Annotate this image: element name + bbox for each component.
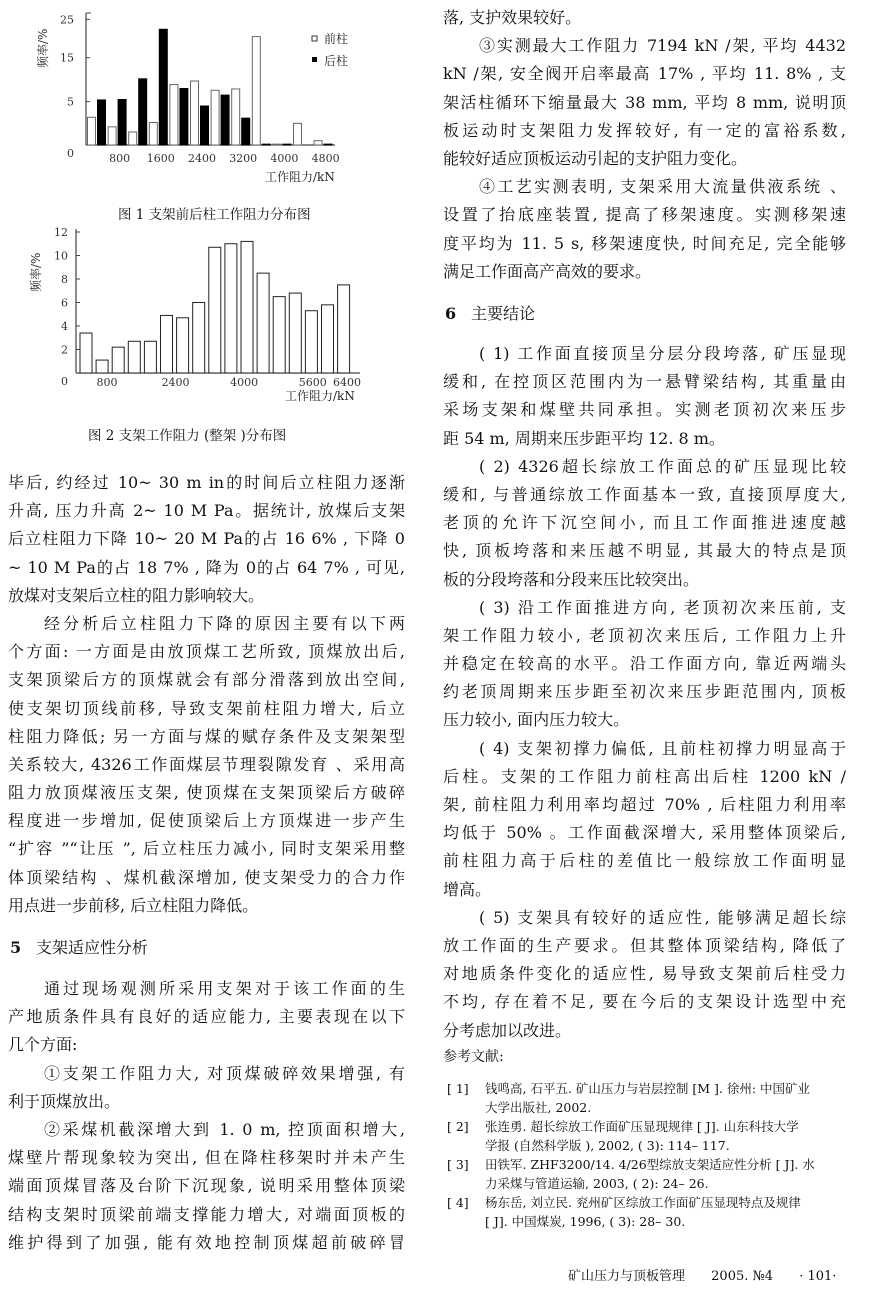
text-line: 通过现场观测所采用支架对于该工作面的生 <box>44 979 405 998</box>
text-line: 产地质条件具有良好的适应能力, 主要表现在以下 <box>8 1007 405 1027</box>
text-line: 使支架切顶线前移, 导致支架前柱阻力增大, 后立 <box>8 698 405 718</box>
x-axis-label: 工作阻力/kN <box>265 170 335 184</box>
text-line: 个方面: 一方面是由放顶煤工艺所致, 顶煤放出后, <box>8 642 405 662</box>
text-line: 支架顶梁后方的顶煤就会有部分滑落到放出空间, <box>8 670 405 690</box>
reference-text: 张连勇. 超长综放工作面矿压显现规律 [ J]. 山东科技大学 <box>485 1119 799 1134</box>
text-line: 结构支架时顶梁前端支撑能力增大, 对端面顶板的 <box>8 1204 405 1224</box>
text-line: 关系较大, 4326工作面煤层节理裂隙发育 、采用高 <box>8 754 405 774</box>
text-line: 落, 支护效果较好。 <box>443 8 582 27</box>
bar <box>96 360 108 373</box>
text-line: 用点进一步前移, 后立柱阻力降低。 <box>8 895 259 915</box>
bar <box>80 333 92 373</box>
text-line: 压力较小, 面内压力较大。 <box>443 710 630 730</box>
reference-number: [ 4] <box>447 1195 469 1210</box>
right-column-text-top <box>443 4 846 341</box>
reference-text: 学报 (自然科学版 ), 2002, ( 3): 114– 117. <box>485 1138 730 1153</box>
text-line: 经分析后立柱阻力下降的原因主要有以下两 <box>44 613 405 633</box>
text-line: 分考虑加以改进。 <box>443 1020 572 1040</box>
text-line: “扩容 ”“让压 ”, 后立柱压力减小, 同时支架采用整 <box>8 839 405 859</box>
bar <box>225 244 237 373</box>
text-line: 端面顶煤冒落及台阶下沉现象, 说明采用整体顶梁 <box>8 1176 405 1196</box>
bar <box>273 297 285 373</box>
section-title: 主要结论 <box>471 303 536 323</box>
page-number: · 101· <box>799 1269 837 1284</box>
x-tick-label: 6400 <box>333 376 361 389</box>
text-line: kN /架, 安全阀开启率最高 17% , 平均 11. 8% , 支 <box>443 64 846 84</box>
text-line: 增高。 <box>443 879 492 899</box>
section-heading <box>443 300 846 328</box>
reference-number: [ 1] <box>447 1081 469 1096</box>
text-line: 毕后, 约经过 10~ 30 m in的时间后立柱阻力逐渐 <box>8 473 405 492</box>
x-tick-label: 4800 <box>311 152 340 165</box>
references-section <box>443 1045 846 1231</box>
x-tick-label: 4000 <box>270 152 299 165</box>
y-axis-label: 频率/% <box>29 252 43 292</box>
bar <box>128 341 140 373</box>
text-line: 体顶梁结构 、煤机截深增加, 使支架受力的合力作 <box>8 867 405 887</box>
text-line: 采场支架和煤壁共同承担。实测老顶初次来压步 <box>443 400 846 420</box>
bar <box>177 318 189 373</box>
text-line: 缓和, 与普通综放工作面基本一致, 直接顶厚度大, <box>443 484 846 504</box>
text-line: 阻力放顶煤液压支架, 使顶煤在支架顶梁后方破碎 <box>8 783 405 803</box>
section-number: 6 <box>445 303 457 323</box>
x-tick-label: 800 <box>109 152 131 165</box>
text-line: 架活柱循环下缩量最大 38 mm, 平均 8 mm, 说明顶 <box>443 92 846 112</box>
text-line: 约老顶周期来压步距至初次来压步距范围内, 顶板 <box>443 682 846 702</box>
paragraph <box>443 594 846 735</box>
x-tick-label: 5600 <box>298 376 327 389</box>
x-tick-label: 2400 <box>161 376 190 389</box>
text-line: ( 3) 沿工作面推进方向, 老顶初次来压前, 支 <box>479 597 846 617</box>
bar <box>322 305 334 373</box>
bar <box>209 247 221 373</box>
reference-item <box>443 1079 846 1117</box>
text-line: ②采煤机截深增大到 1. 0 m, 控顶面积增大, <box>44 1119 405 1139</box>
text-line: ④工艺实测表明, 支架采用大流量供液系统 、 <box>479 177 846 197</box>
y-tick-label: 12 <box>54 226 68 239</box>
y-axis-label: 频率/% <box>36 28 50 68</box>
bar <box>161 315 173 373</box>
text-line: 前柱阻力高于后柱的差值比一般综放工作面明显 <box>443 851 846 871</box>
text-line: 程度进一步增加, 促使顶梁后上方顶煤进一步产生 <box>8 811 405 831</box>
references-title: 参考文献: <box>443 1049 504 1065</box>
text-line: ( 2) 4326超长综放工作面总的矿压显现比较 <box>479 456 846 476</box>
bar <box>289 293 301 373</box>
y-tick-label: 25 <box>60 13 74 27</box>
reference-number: [ 2] <box>447 1119 469 1134</box>
paragraph <box>443 904 846 1045</box>
y-tick-label: 5 <box>67 95 74 109</box>
reference-number: [ 3] <box>447 1157 469 1172</box>
text-line: 后立柱阻力下降 10~ 20 M Pa的占 16 6% , 下降 0 <box>8 529 405 549</box>
journal-name: 矿山压力与顶板管理 <box>568 1269 686 1284</box>
reference-item <box>443 1193 846 1231</box>
reference-text: 大学出版社, 2002. <box>485 1100 592 1115</box>
y-tick-label: 4 <box>61 320 68 333</box>
text-line: 满足工作面高产高效的要求。 <box>443 261 652 281</box>
y-tick-label: 8 <box>61 273 68 286</box>
left-column-text <box>8 469 405 1257</box>
reference-text: [ J]. 中国煤炭, 1996, ( 3): 28– 30. <box>485 1214 686 1229</box>
text-line: 缓和, 在控顶区范围内为一悬臂梁结构, 其重量由 <box>443 372 846 392</box>
text-line: 板运动时支架阻力发挥较好, 有一定的富裕系数, <box>443 120 846 140</box>
text-line: 放工作面的生产要求。但其整体顶梁结构, 降低了 <box>443 935 846 955</box>
text-line: 几个方面: <box>8 1035 78 1055</box>
y-tick-label: 15 <box>60 51 74 65</box>
text-line: 后柱。支架的工作阻力前柱高出后柱 1200 kN / <box>443 766 846 786</box>
paragraph <box>443 735 846 904</box>
text-line: ①支架工作阻力大, 对顶煤破碎效果增强, 有 <box>44 1063 405 1083</box>
references-list <box>443 1079 846 1231</box>
text-line: 距 54 m, 周期来压步距平均 12. 8 m。 <box>443 428 725 448</box>
y-tick-label: 2 <box>61 343 68 357</box>
text-line: 度平均为 11. 5 s, 移架速度快, 时间充足, 完全能够 <box>443 233 846 253</box>
text-line: ③实测最大工作阻力 7194 kN /架, 平均 4432 <box>479 36 846 56</box>
text-line: ( 4) 支架初撑力偏低, 且前柱初撑力明显高于 <box>479 738 846 758</box>
text-line: 柱阻力降低; 另一方面与煤的赋存条件及支架架型 <box>8 726 405 746</box>
y-tick-label: 0 <box>67 147 74 160</box>
x-tick-label: 1600 <box>146 152 175 165</box>
paragraph <box>443 173 846 286</box>
bar <box>144 341 156 373</box>
reference-text: 杨东岳, 刘立民. 兖州矿区综放工作面矿压显现特点及规律 <box>485 1195 801 1210</box>
text-line: 放煤对支架后立柱的阻力影响较大。 <box>8 585 265 605</box>
legend-label-front: 前柱 <box>324 32 349 46</box>
bar <box>241 241 253 373</box>
text-line: 老顶的允许下沉空间小, 而且工作面推进速度越 <box>443 513 846 533</box>
paragraph <box>443 4 846 32</box>
text-line: 不均, 存在着不足, 要在今后的支架设计选型中充 <box>443 992 846 1012</box>
page-footer <box>568 1265 836 1284</box>
bar <box>112 347 124 373</box>
text-line: 能较好适应顶板运动引起的支护阻力变化。 <box>443 148 748 168</box>
bar <box>257 273 269 373</box>
figure-1-caption: 图 1 支架前后柱工作阻力分布图 <box>118 207 311 223</box>
text-line: 架, 前柱阻力利用率均超过 70% , 后柱阻力利用率 <box>443 795 846 814</box>
paragraph <box>8 975 405 1060</box>
reference-text: 钱鸣高, 石平五. 矿山压力与岩层控制 [M ]. 徐州: 中国矿业 <box>485 1081 811 1096</box>
section-title: 支架适应性分析 <box>36 938 149 957</box>
x-tick-label: 4000 <box>230 376 259 389</box>
bar <box>305 311 317 373</box>
conclusions-section <box>443 340 846 1045</box>
text-line: 煤壁片帮现象较为突出, 但在降柱移架时并未产生 <box>8 1148 405 1168</box>
text-line: ( 5) 支架具有较好的适应性, 能够满足超长综 <box>479 907 846 927</box>
issue-number: 2005. №4 <box>711 1269 774 1284</box>
paragraph <box>8 1116 405 1257</box>
text-line: 利于顶煤放出。 <box>8 1091 121 1111</box>
x-tick-label: 3200 <box>229 152 258 165</box>
section-number: 5 <box>10 938 22 957</box>
paragraph <box>8 1060 405 1116</box>
text-line: 维护得到了加强, 能有效地控制顶煤超前破碎冒 <box>8 1232 405 1252</box>
text-line: 设置了抬底座装置, 提高了移架速度。实测移架速 <box>443 205 846 225</box>
bar <box>338 285 350 373</box>
text-line: 架工作阻力较小, 老顶初次来压后, 工作阻力上升 <box>443 625 846 645</box>
paragraph <box>443 453 846 594</box>
text-line: 均低于 50% 。工作面截深增大, 采用整体顶梁后, <box>443 823 846 843</box>
reference-text: 田铁军. ZHF3200/14. 4/26型综放支架适应性分析 [ J]. 水 <box>485 1157 815 1172</box>
text-line: 快, 顶板垮落和来压越不明显, 其最大的特点是顶 <box>443 541 846 561</box>
reference-item <box>443 1155 846 1193</box>
paragraph <box>443 32 846 173</box>
text-line: ~ 10 M Pa的占 18 7% , 降为 0的占 64 7% , 可见, <box>8 557 405 577</box>
x-tick-label: 2400 <box>188 152 216 165</box>
paragraph <box>8 610 405 920</box>
paragraph <box>443 340 846 453</box>
figure-2-caption: 图 2 支架工作阻力 (整架 )分布图 <box>88 428 287 444</box>
legend-label-rear: 后柱 <box>324 54 349 68</box>
reference-text: 力采煤与管道运输, 2003, ( 2): 24– 26. <box>485 1176 709 1191</box>
text-line: 并稳定在较高的水平。沿工作面方向, 靠近两端头 <box>443 654 846 674</box>
text-line: ( 1) 工作面直接顶呈分层分段垮落, 矿压显现 <box>479 344 846 363</box>
text-line: 对地质条件变化的适应性, 易导致支架前后柱受力 <box>443 964 846 984</box>
y-tick-label: 0 <box>61 375 68 388</box>
x-tick-label: 800 <box>96 376 118 389</box>
section-heading <box>8 934 405 962</box>
paragraph <box>8 469 405 610</box>
y-tick-label: 6 <box>61 296 68 310</box>
text-line: 板的分段垮落和分段来压比较突出。 <box>443 569 700 589</box>
y-tick-label: 10 <box>54 249 68 263</box>
bar <box>193 303 205 374</box>
reference-item <box>443 1117 846 1155</box>
x-axis-label: 工作阻力/kN <box>285 389 355 403</box>
text-line: 升高, 压力升高 2~ 10 M Pa。据统计, 放煤后支架 <box>8 501 405 521</box>
